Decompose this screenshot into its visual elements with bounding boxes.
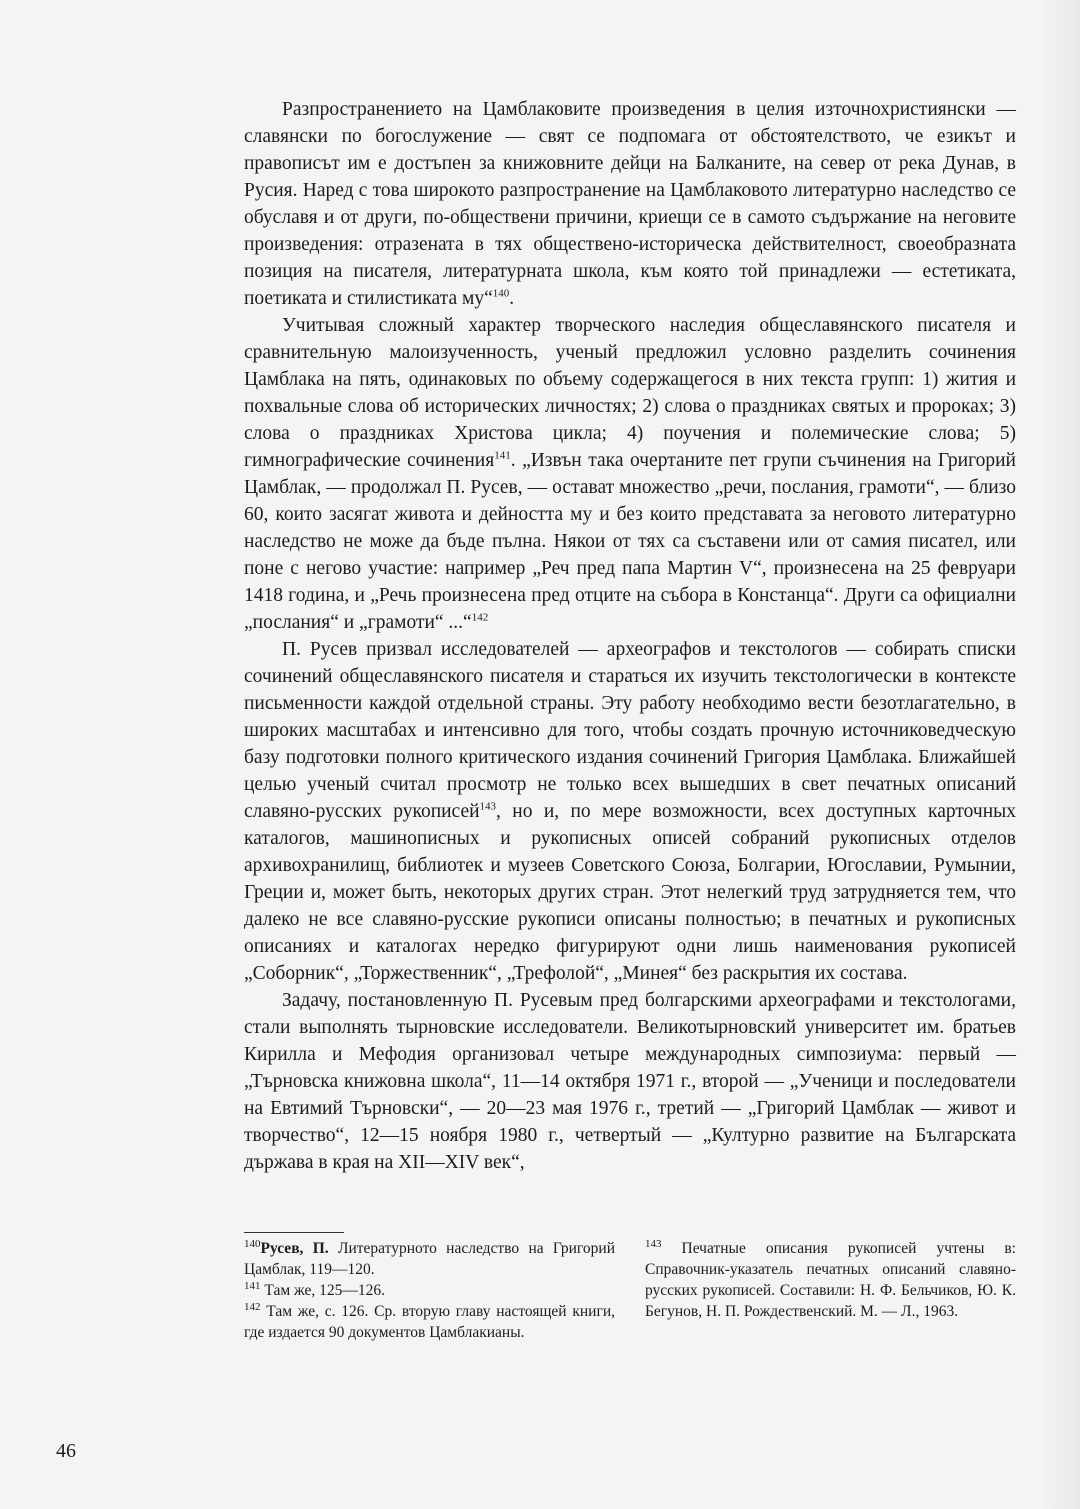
footnote-140: $^{140}$Русев, П. Литературното наследство на Григорий Цамблак, 119—120. — [244, 1237, 615, 1278]
paragraph-3: П. Русев призвал исследователей — археографов и текстологов — собирать списки сочинений общеславянского писателя и стараться их изучить текстологически в контексте письменности каждой отдельной страны. Эту работу необходимо вести безотлагательно, в широких масштабах и интенсивно для того, чтобы создать прочную источниковедческую базу подготовки полного критического издания сочинений Григория Цамблака. Ближайшей целью ученый считал просмотр не только всех вышедших в свет печатных описаний славяно-русских рукописей$^{143}$, но и, по мере возможности, всех доступных карточных каталогов, машинописных и рукописных описей собраний рукописных отделов архивохранилищ, библиотек и музеев Советского Союза, Болгарии, Югославии, Румынии, Греции и, может быть, некоторых других стран. Этот нелегкий труд затрудняется тем, что далеко не все славяно-русские рукописи описаны полностью; в печатных и рукописных описаниях и каталогах нередко фигурируют одни лишь наименования рукописей „Соборник“, „Торжественник“, „Трефолой“, „Минея“ без раскрытия их состава. — [244, 639, 1016, 984]
footnotes — [244, 1238, 1016, 1343]
footnote-141: $^{141}$ Там же, 125—126. — [244, 1279, 386, 1299]
footnote-divider — [244, 1232, 344, 1233]
footnote-ref-142: 142 — [471, 611, 489, 624]
page-number: 46 — [56, 1440, 76, 1462]
paragraph-1: Разпространението на Цамблаковите произведения в целия източнохристиянски — славянски по богослужение — свят се подпомага от обстоятелството, че езикът и правописът им е достъпен за книжовните дейци на Балканите, на север от река Дунав, в Русия. Наред с това широкото разпространение на Цамблаковото литературно наследство се обуславя и от други, по-обществени причини, криещи се в самото съдържание на неговите произведения: отразената в тях обществено-историческа действителност, своеобразната позиция на писателя, литературната школа, към която той принадлежи — естетиката, поетиката и стилистиката му“$^{140}$. — [244, 99, 1016, 309]
footnote-ref-143: 143 — [479, 800, 497, 813]
footnote-143: $^{143}$ Печатные описания рукописей учтены в: Справочник-указатель печатных описаний славяно-русских рукописей. Составили: Н. Ф. Бельчиков, Ю. К. Бегунов, Н. П. Рождественский. М. — Л., 1963. — [645, 1237, 1016, 1320]
footnotes-right-column — [645, 1238, 1016, 1343]
footnote-ref-140: 140 — [492, 287, 510, 300]
main-text — [244, 96, 1016, 1176]
paragraph-2: Учитывая сложный характер творческого наследия общеславянского писателя и сравнительную малоизученность, ученый предложил условно разделить сочинения Цамблака на пять, одинаковых по объему содержащегося в них текста групп: 1) жития и похвальные слова об исторических личностях; 2) слова о праздниках святых и пророках; 3) слова о праздниках Христова цикла; 4) поучения и полемические слова; 5) гимнографические сочинения$^{141}$. „Извън така очертаните пет групи съчинения на Григорий Цамблак, — продолжал П. Русев, — остават множество „речи, послания, грамоти“, — близо 60, които засягат живота и дейността му и без които представата за неговото литературно наследство не може да бъде пълна. Някои от тях са съставени или от самия писател, или поне с негово участие: например „Реч пред папа Мартин V“, произнесена на 25 февруари 1418 година, и „Речь произнесена пред отците на събора в Констанца“. Други са официални „послания“ и „грамоти“ ...“$^{142}$ — [244, 315, 1016, 633]
footnotes-left-column — [244, 1238, 615, 1343]
paragraph-4: Задачу, постановленную П. Русевым пред болгарскими археографами и текстологами, стали выполнять тырновские исследователи. Великотырновский университет им. братьев Кирилла и Мефодия организовал четыре международных симпозиума: первый — „Търновска книжовна школа“, 11—14 октября 1971 г., второй — „Ученици и последователи на Евтимий Търновски“, — 20—23 мая 1976 г., третий — „Григорий Цамблак — живот и творчество“, 12—15 ноября 1980 г., четвертый — „Културно развитие на Българската държава в края на XII—XIV век“, — [244, 990, 1016, 1173]
scan-edge-shadow — [1040, 0, 1080, 1509]
footnote-142: $^{142}$ Там же, с. 126. Ср. вторую главу настоящей книги, где издается 90 документов Цамблакианы. — [244, 1300, 615, 1341]
footnote-ref-141: 141 — [494, 449, 511, 462]
